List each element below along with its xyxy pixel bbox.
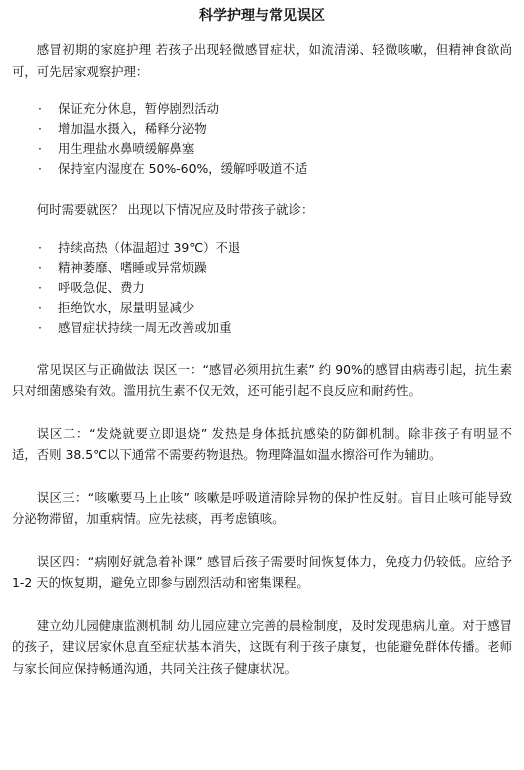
- intro-paragraph: 感冒初期的家庭护理 若孩子出现轻微感冒症状，如流清涕、轻微咳嗽，但精神食欲尚可，可先居家观察护理：: [12, 42, 512, 79]
- list-item: [12, 258, 512, 278]
- myth-one-paragraph: 常见误区与正确做法 误区一：“感冒必须用抗生素” 约 90%的感冒由病毒引起，抗生素只对细菌感染有效。滥用抗生素不仅无效，还可能引起不良反应和耐药性。: [12, 361, 512, 398]
- bullet: ·: [38, 319, 42, 335]
- list-item-text: 保持室内湿度在 50%-60%，缓解呼吸道不适: [58, 161, 308, 176]
- list-item: [12, 119, 512, 139]
- care-list: [12, 99, 512, 179]
- bullet: ·: [38, 161, 42, 176]
- bullet: ·: [38, 259, 42, 275]
- bullet: ·: [38, 239, 42, 255]
- bullet: ·: [38, 299, 42, 315]
- list-item: [12, 238, 512, 258]
- myth-three-paragraph: 误区三：“咳嗽要马上止咳” 咳嗽是呼吸道清除异物的保护性反射。盲目止咳可能导致分泌物滞留，加重病情。应先祛痰，再考虑镇咳。: [12, 489, 512, 526]
- list-item: [12, 99, 512, 119]
- list-item-text: 拒绝饮水，尿量明显减少: [58, 299, 195, 315]
- myth-four-paragraph: 误区四：“病刚好就急着补课” 感冒后孩子需要时间恢复体力，免疫力仍较低。应给予 1-2 天的恢复期，避免立即参与剧烈活动和密集课程。: [12, 553, 512, 590]
- doctor-list: [12, 238, 512, 338]
- list-item-text: 感冒症状持续一周无改善或加重: [58, 319, 232, 335]
- myth-two-paragraph: 误区二：“发烧就要立即退烧” 发热是身体抵抗感染的防御机制。除非孩子有明显不适，否则 38.5℃以下通常不需要药物退热。物理降温如温水擦浴可作为辅助。: [12, 425, 512, 462]
- list-item-text: 保证充分休息，暂停剧烈活动: [58, 101, 220, 116]
- doctor-intro-paragraph: 何时需要就医？ 出现以下情况应及时带孩子就诊：: [36, 202, 314, 217]
- list-item: [12, 159, 512, 179]
- list-item-text: 持续高热（体温超过 39℃）不退: [58, 239, 241, 255]
- list-item-text: 增加温水摄入，稀释分泌物: [58, 121, 207, 136]
- monitor-paragraph: 建立幼儿园健康监测机制 幼儿园应建立完善的晨检制度，及时发现患病儿童。对于感冒的孩子，建议居家休息直至症状基本消失，这既有利于孩子康复，也能避免群体传播。老师与家长间应保持畅通沟通，共同关注孩子健康状况。: [12, 617, 512, 676]
- list-item-text: 用生理盐水鼻喷缓解鼻塞: [58, 141, 195, 156]
- page-title: 科学护理与常见误区: [199, 8, 325, 24]
- list-item: [12, 278, 512, 298]
- bullet: ·: [38, 121, 42, 136]
- list-item: [12, 298, 512, 318]
- list-item: [12, 318, 512, 338]
- bullet: ·: [38, 101, 42, 116]
- list-item: [12, 139, 512, 159]
- list-item-text: 呼吸急促、费力: [58, 279, 145, 295]
- bullet: ·: [38, 141, 42, 156]
- list-item-text: 精神萎靡、嗜睡或异常烦躁: [58, 259, 207, 275]
- bullet: ·: [38, 279, 42, 295]
